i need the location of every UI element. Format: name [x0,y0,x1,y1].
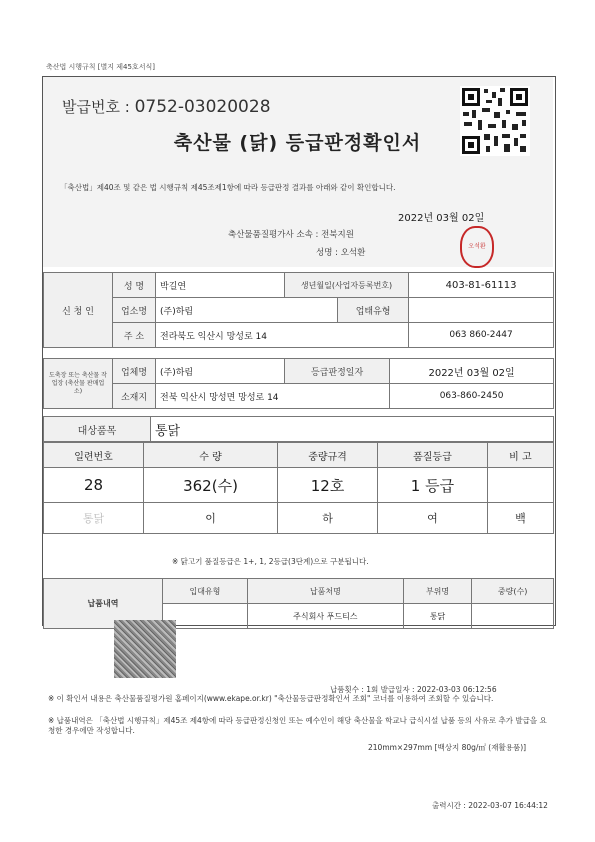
delivery-label: 납품내역 [44,579,163,629]
inspector-name: 성명 : 오석환 [316,248,366,258]
delivery-weight [472,604,554,629]
notice-delivery: ※ 납품내역은 「축산법 시행규칙」제45조 제4항에 따라 등급판정신청인 또는 예수인이 해당 축산물을 학교나 급식시설 납품 등의 사유로 추가 발급을 요청한 경우에만 작성합니다. [48,716,547,735]
qr-code-icon [460,86,530,156]
plant-table [43,358,554,409]
issue-number: 발급번호 : 0752-03020028 [62,97,271,117]
grade-header-quality: 품질등급 [378,443,488,468]
item-label: 대상품목 [44,417,151,442]
plant-phone: 063-860-2450 [390,384,554,409]
page-title: 축산물 (닭) 등급판정확인서 [173,132,422,154]
form-caption: 축산법 시행규칙 [별지 제45호서식] [46,63,155,71]
paper-spec: 210mm×297mm [백상지 80g/㎡ (재활용품)] [368,743,527,752]
grade-quantity: 362(수) [144,468,278,503]
grade-faint-4: 백 [487,503,553,534]
issue-date: 2022년 03월 02일 [398,213,485,224]
output-time: 출력시간 : 2022-03-07 16:44:12 [432,801,548,810]
applicant-table [43,272,554,348]
delivery-header-type: 입대유형 [163,579,248,604]
item-value: 통닭 [151,417,554,442]
grade-quality: 1 등급 [378,468,488,503]
applicant-type [409,298,554,323]
applicant-phone: 063 860-2447 [409,323,554,348]
applicant-biz-name: (주)하림 [156,298,338,323]
applicant-address: 전라북도 익산시 망성로 14 [156,323,409,348]
item-table [43,416,554,442]
grade-serial: 28 [44,468,144,503]
grade-faint-3: 여 [378,503,488,534]
grade-faint-1: 이 [144,503,278,534]
inspector-office: 축산물품질평가사 소속 : 전북지원 [228,230,354,240]
delivery-header-dest: 납품처명 [247,579,403,604]
grade-header-weight: 중량규격 [278,443,378,468]
applicant-name: 박길연 [156,273,285,298]
applicant-name-label: 성 명 [113,273,156,298]
barcode-image [114,620,176,678]
plant-address: 전북 익산시 망성면 망성로 14 [156,384,390,409]
delivery-part: 통닭 [403,604,471,629]
applicant-reg-number: 403-81-61113 [409,273,554,298]
applicant-section-label: 신 청 인 [44,273,113,348]
seal-stamp-icon: 오석환 [460,226,494,268]
delivery-header-part: 부위명 [403,579,471,604]
plant-addr-label: 소재지 [113,384,156,409]
plant-biz-name: (주)하림 [156,359,285,384]
applicant-reg-label: 생년월일(사업자등록번호) [285,273,409,298]
grade-note: ※ 닭고기 품질등급은 1+, 1, 2등급(3단계)으로 구분됩니다. [172,557,369,566]
notice-lookup: ※ 이 확인서 내용은 축산물품질평가원 홈페이지(www.ekape.or.kr) "축산물등급판정확인서 조회" 코너를 이용하여 조회할 수 있습니다. [48,694,494,703]
grade-header-remarks: 비 고 [487,443,553,468]
grade-header-serial: 일련번호 [44,443,144,468]
plant-grading-date: 2022년 03월 02일 [390,359,554,384]
applicant-type-label: 업태유형 [338,298,409,323]
grade-faint-item: 통닭 [44,503,144,534]
legal-statement: 「축산법」제40조 및 같은 법 시행규칙 제45조제1항에 따라 등급판정 결과를 아래와 같이 확인합니다. [60,183,396,192]
delivery-destination: 주식회사 푸드티스 [247,604,403,629]
grade-header-quantity: 수 량 [144,443,278,468]
applicant-biz-label: 업소명 [113,298,156,323]
delivery-header-weight: 중량(수) [472,579,554,604]
plant-biz-label: 업체명 [113,359,156,384]
print-info: 납품횟수 : 1회 발급일자 : 2022-03-03 06:12:56 [330,685,497,694]
grade-weight: 12호 [278,468,378,503]
grade-faint-2: 하 [278,503,378,534]
applicant-addr-label: 주 소 [113,323,156,348]
grade-table [43,442,554,534]
plant-section-label: 도축장 또는 축산물 작업장 (축산물 판매업소) [44,359,113,409]
plant-date-label: 등급판정일자 [285,359,390,384]
grade-remarks [487,468,553,503]
